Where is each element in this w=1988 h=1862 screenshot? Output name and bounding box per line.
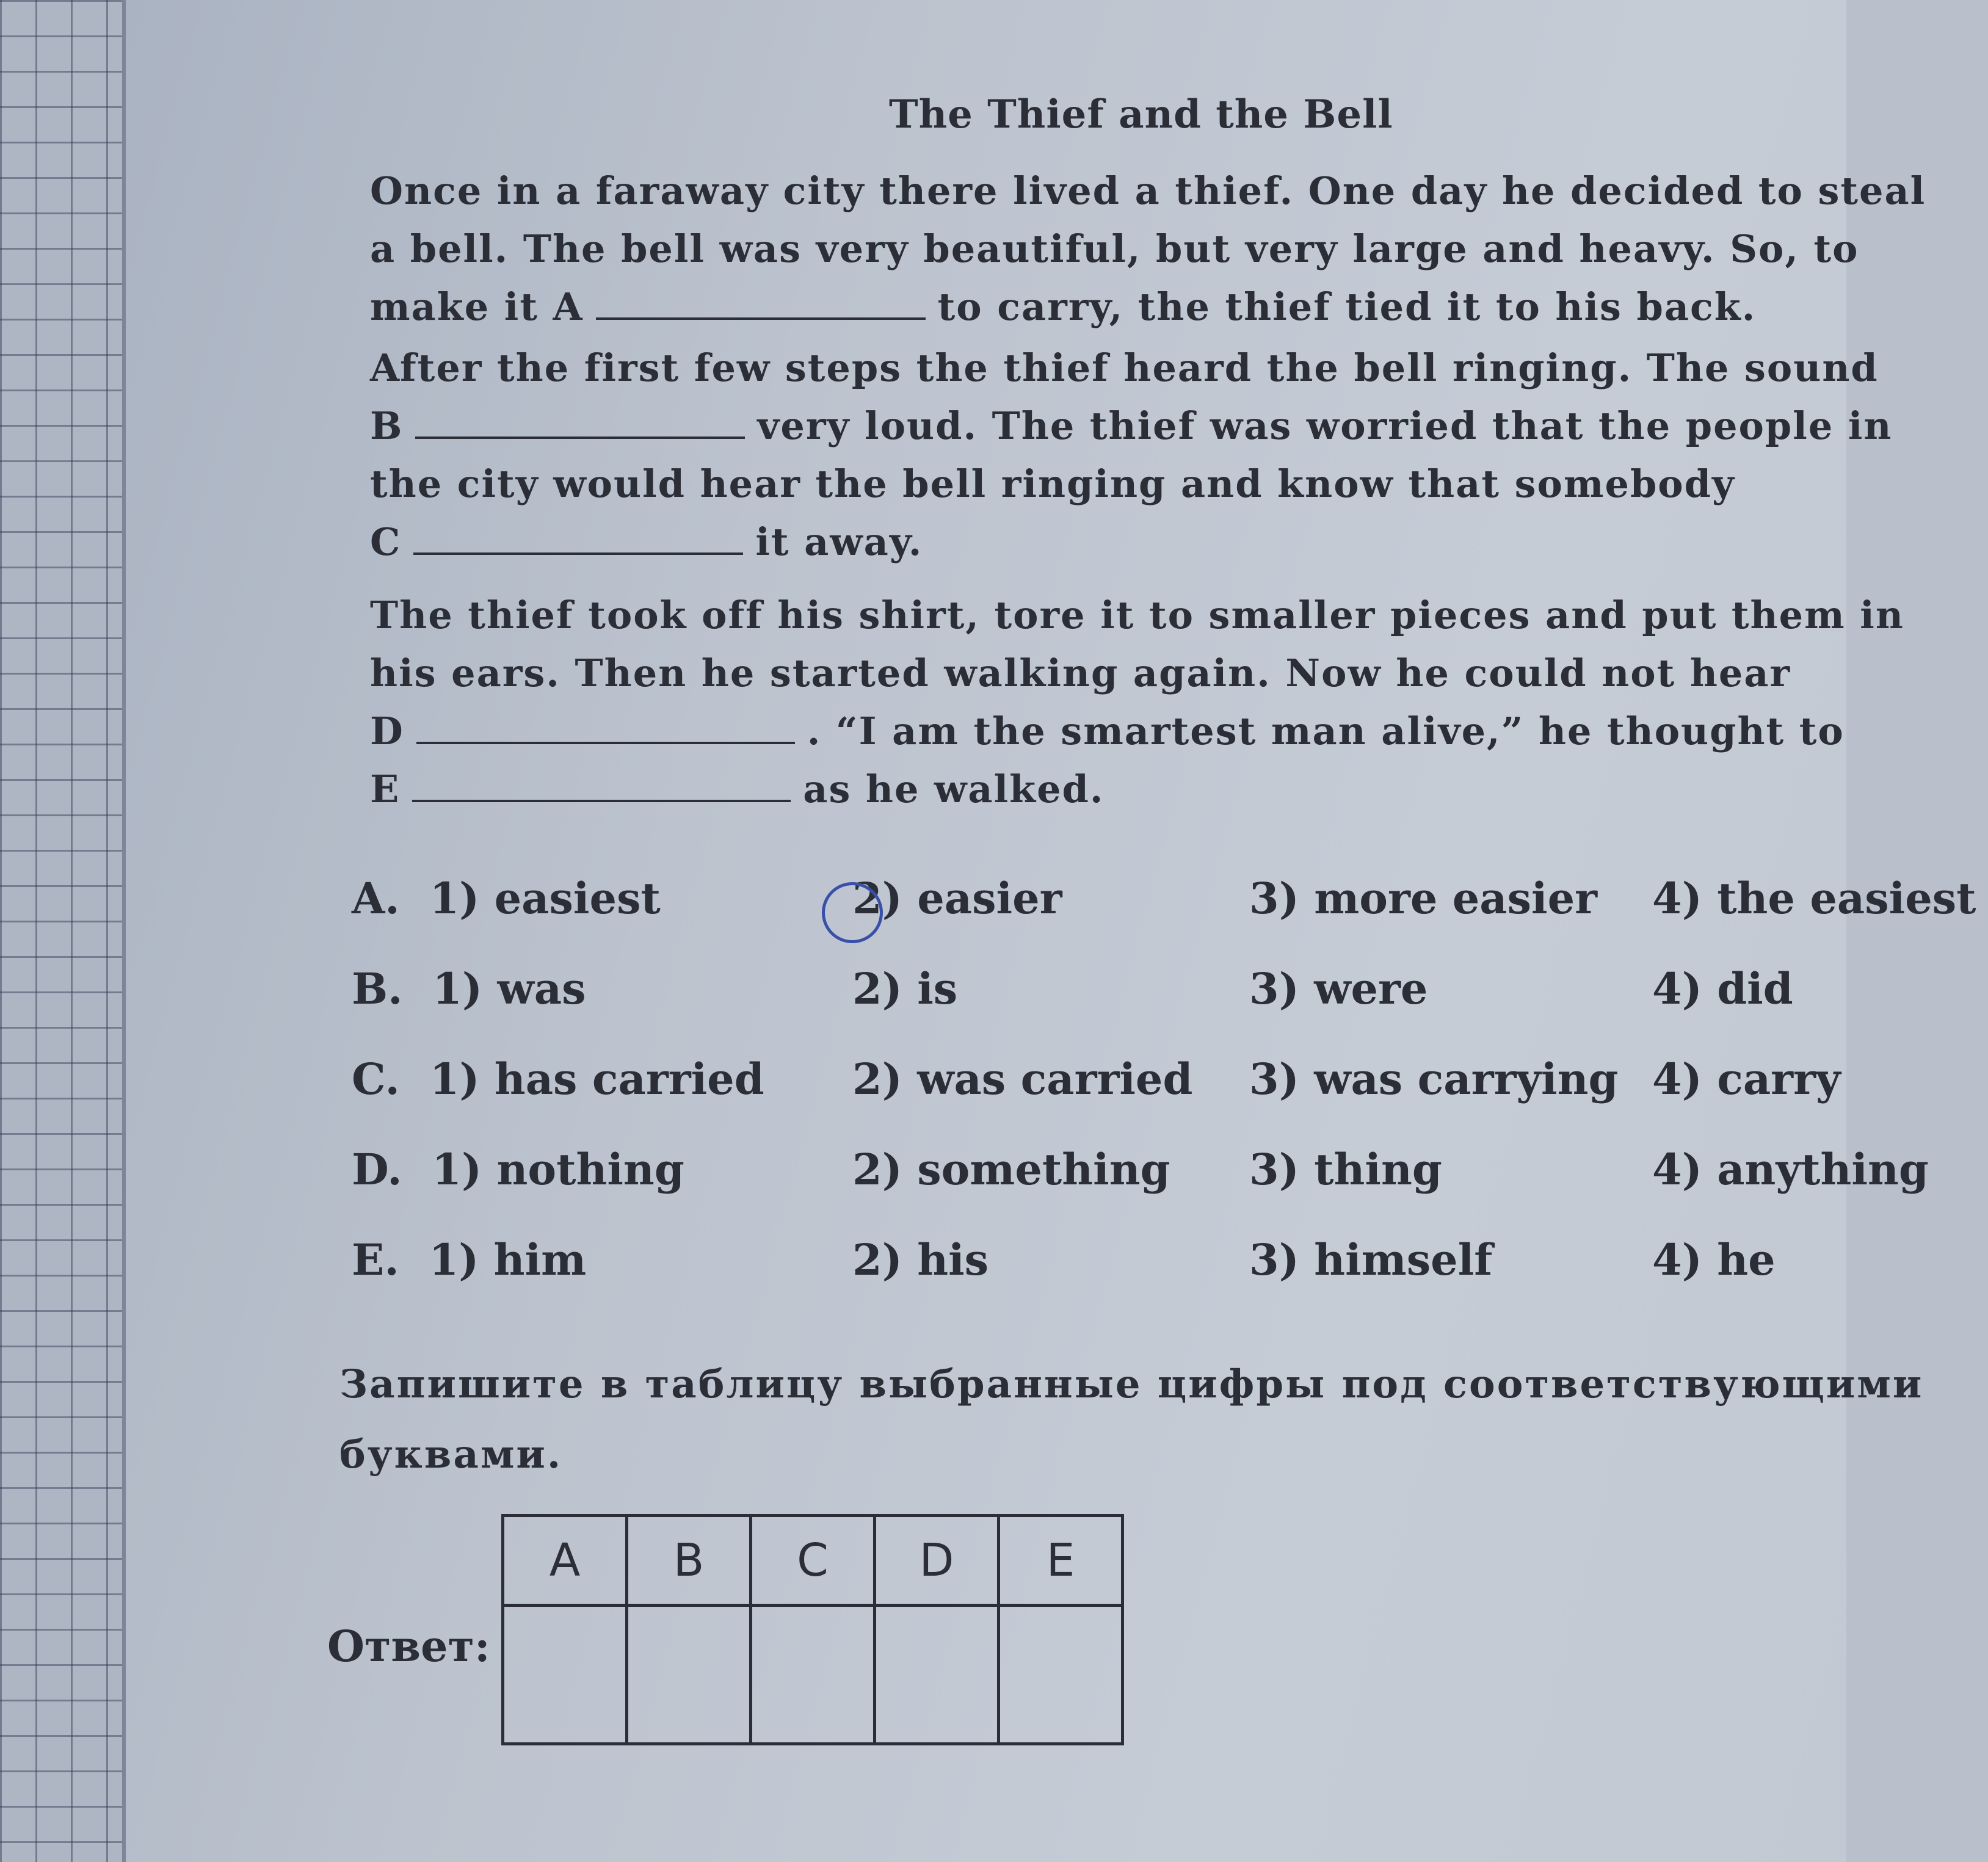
text-line: Once in a faraway city there lived a thief. One day he decided to steal [370, 168, 1926, 213]
answer-options [352, 873, 1976, 1325]
option-c-1[interactable]: 1) has carried [429, 1054, 764, 1104]
option-a-4[interactable]: 4) the easiest [1652, 873, 1976, 924]
option-b-1[interactable]: 1) was [432, 963, 586, 1014]
instruction-text: Запишите в таблицу выбранные цифры под соответствующими буквами. [339, 1361, 1924, 1477]
worksheet-page [126, 0, 1976, 1862]
answer-header-d: D [875, 1516, 999, 1606]
gap-label-d: D [370, 709, 404, 753]
pen-circle-mark [822, 882, 883, 943]
option-letter: B. 1) was [352, 963, 586, 1014]
answer-cell-c[interactable] [751, 1606, 875, 1744]
option-d-3[interactable]: 3) thing [1249, 1144, 1442, 1195]
text-line [370, 702, 1884, 760]
text-line [370, 760, 1884, 818]
gap-label-e: E [370, 767, 401, 811]
text-line: a bell. The bell was very beautiful, but very large and heavy. So, to [370, 226, 1859, 271]
answer-header-c: C [751, 1516, 875, 1606]
options-row-a [352, 873, 1976, 963]
gap-label-b: B [370, 404, 404, 448]
answer-table-header [503, 1516, 1123, 1606]
option-b-2[interactable]: 2) is [852, 963, 958, 1014]
answer-cell-b[interactable] [627, 1606, 751, 1744]
answer-header-e: E [999, 1516, 1123, 1606]
answer-cell-a[interactable] [503, 1606, 627, 1744]
paragraph-2 [370, 339, 1893, 571]
gap-a-blank[interactable] [596, 293, 926, 320]
paragraph-1 [370, 162, 1926, 336]
text-line [370, 513, 1884, 571]
text-fragment: to carry, the thief tied it to his back. [937, 284, 1757, 329]
option-letter: A. 1) easiest [352, 873, 661, 924]
gap-label-a: make it A [370, 284, 584, 329]
gap-b-blank[interactable] [415, 412, 745, 439]
text-fragment: very loud. The thief was worried that the people in [757, 404, 1893, 448]
options-row-b [352, 963, 1915, 1054]
option-a-1[interactable]: 1) easiest [429, 873, 661, 924]
option-letter: D. 1) nothing [352, 1144, 684, 1195]
text-line: the city would hear the bell ringing and know that somebody [370, 462, 1736, 506]
answer-cell-d[interactable] [875, 1606, 999, 1744]
options-row-c [352, 1054, 1915, 1144]
option-a-2[interactable]: 2) easier [852, 873, 1062, 924]
answer-label: Ответ: [327, 1621, 490, 1672]
answer-table [501, 1514, 1124, 1745]
option-letter: C. 1) has carried [352, 1054, 764, 1104]
text-fragment: as he walked. [803, 767, 1105, 811]
text-line: After the first few steps the thief heard the bell ringing. The sound [370, 346, 1879, 390]
gap-c-blank[interactable] [413, 528, 743, 555]
gap-label-c: C [370, 520, 402, 564]
story-title: The Thief and the Bell [889, 92, 1393, 137]
options-row-d [352, 1144, 1929, 1234]
option-d-1[interactable]: 1) nothing [432, 1144, 684, 1195]
paragraph-3 [370, 586, 1904, 818]
option-d-4[interactable]: 4) anything [1652, 1144, 1929, 1195]
option-e-3[interactable]: 3) himself [1249, 1234, 1493, 1285]
option-c-3[interactable]: 3) was carrying [1249, 1054, 1619, 1104]
option-c-2[interactable]: 2) was carried [852, 1054, 1193, 1104]
option-letter: E. 1) him [352, 1234, 587, 1285]
option-b-4[interactable]: 4) did [1652, 963, 1793, 1014]
option-e-1[interactable]: 1) him [429, 1234, 587, 1285]
option-d-2[interactable]: 2) something [852, 1144, 1170, 1195]
option-a-3[interactable]: 3) more easier [1249, 873, 1598, 924]
text-line: The thief took off his shirt, tore it to smaller pieces and put them in [370, 593, 1904, 637]
option-c-4[interactable]: 4) carry [1652, 1054, 1841, 1104]
text-fragment: . “I am the smartest man alive,” he thought to [807, 709, 1845, 753]
text-line [370, 278, 1884, 336]
option-e-4[interactable]: 4) he [1652, 1234, 1776, 1285]
answer-table-values [503, 1606, 1123, 1744]
notebook-grid-paper [0, 0, 125, 1862]
text-line [370, 397, 1893, 455]
gap-e-blank[interactable] [412, 775, 791, 802]
answer-header-b: B [627, 1516, 751, 1606]
text-fragment: it away. [755, 520, 923, 564]
answer-header-a: A [503, 1516, 627, 1606]
answer-cell-e[interactable] [999, 1606, 1123, 1744]
option-b-3[interactable]: 3) were [1249, 963, 1428, 1014]
gap-d-blank[interactable] [416, 717, 795, 744]
text-line: his ears. Then he started walking again. Now he could not hear [370, 651, 1791, 695]
options-row-e [352, 1234, 1915, 1325]
option-e-2[interactable]: 2) his [852, 1234, 989, 1285]
